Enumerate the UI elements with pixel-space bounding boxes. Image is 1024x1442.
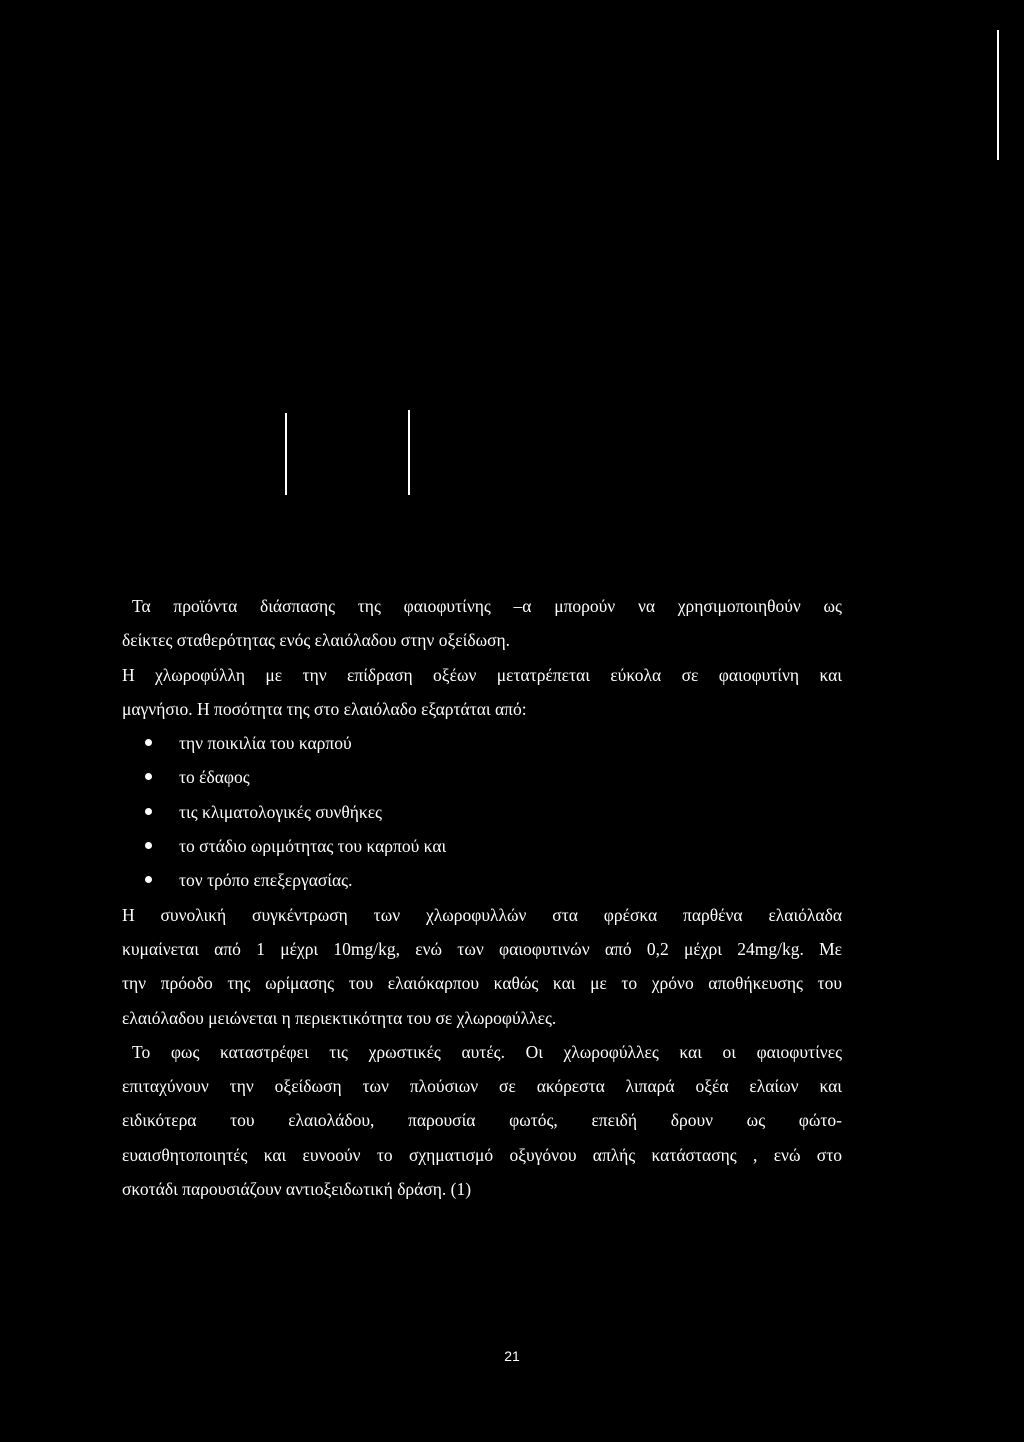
bullet-list — [122, 726, 842, 897]
paragraph-line: μαγνήσιο. Η ποσότητα της στο ελαιόλαδο εξαρτάται από: — [122, 698, 527, 719]
body-text — [122, 589, 842, 1206]
page-number: 21 — [504, 1348, 520, 1364]
paragraph-line: Η συνολική συγκέντρωση των χλωροφυλλών στα φρέσκα παρθένα ελαιόλαδα — [122, 904, 842, 925]
paragraph-3 — [122, 898, 842, 1035]
bullet-icon — [145, 739, 152, 746]
list-item — [122, 726, 842, 760]
paragraph-line: Τα προϊόντα διάσπασης της φαιοφυτίνης –α μπορούν να χρησιμοποιηθούν ως — [132, 596, 842, 616]
bullet-icon — [145, 842, 152, 849]
scan-line-middle — [408, 410, 410, 495]
list-item-text: το έδαφος — [179, 767, 250, 788]
paragraph-line: Το φως καταστρέφει τις χρωστικές αυτές. Οι χλωροφύλλες και οι φαιοφυτίνες — [132, 1041, 842, 1062]
paragraph-1 — [122, 589, 842, 658]
paragraph-line: δείκτες σταθερότητας ενός ελαιόλαδου στην οξείδωση. — [122, 630, 511, 651]
bullet-icon — [145, 773, 152, 780]
list-item — [122, 760, 842, 794]
paragraph-line: κυμαίνεται από 1 μέχρι 10mg/kg, ενώ των φαιοφυτινών από 0,2 μέχρι 24mg/kg. Με — [122, 938, 842, 959]
list-item-text: τον τρόπο επεξεργασίας. — [179, 870, 353, 891]
paragraph-2 — [122, 658, 842, 727]
paragraph-line: την πρόοδο της ωρίμασης του ελαιόκαρπου καθώς και με το χρόνο αποθήκευσης του — [122, 973, 842, 994]
list-item — [122, 863, 842, 897]
scan-line-right-edge — [997, 30, 999, 160]
paragraph-line: Η χλωροφύλλη με την επίδραση οξέων μετατρέπεται εύκολα σε φαιοφυτίνη και — [122, 664, 842, 685]
list-item-text: το στάδιο ωριμότητας του καρπού και — [179, 836, 447, 857]
bullet-icon — [145, 876, 152, 883]
paragraph-line: ειδικότερα του ελαιολάδου, παρουσία φωτός, επειδή δρουν ως φώτο- — [122, 1110, 842, 1131]
scan-line-left — [285, 413, 287, 495]
paragraph-line: σκοτάδι παρουσιάζουν αντιοξειδωτική δράση. (1) — [122, 1179, 472, 1200]
paragraph-line: ευαισθητοποιητές και ευνοούν το σχηματισμό οξυγόνου απλής κατάστασης , ενώ στο — [122, 1144, 842, 1165]
paragraph-4 — [122, 1035, 842, 1206]
paragraph-line: ελαιόλαδου μειώνεται η περιεκτικότητα του σε χλωροφύλλες. — [122, 1007, 557, 1028]
bullet-icon — [145, 808, 152, 815]
list-item-text: την ποικιλία του καρπού — [179, 733, 352, 754]
paragraph-line: επιταχύνουν την οξείδωση των πλούσιων σε ακόρεστα λιπαρά οξέα ελαίων και — [122, 1076, 842, 1097]
list-item — [122, 829, 842, 863]
list-item-text: τις κλιματολογικές συνθήκες — [179, 801, 382, 822]
list-item — [122, 795, 842, 829]
